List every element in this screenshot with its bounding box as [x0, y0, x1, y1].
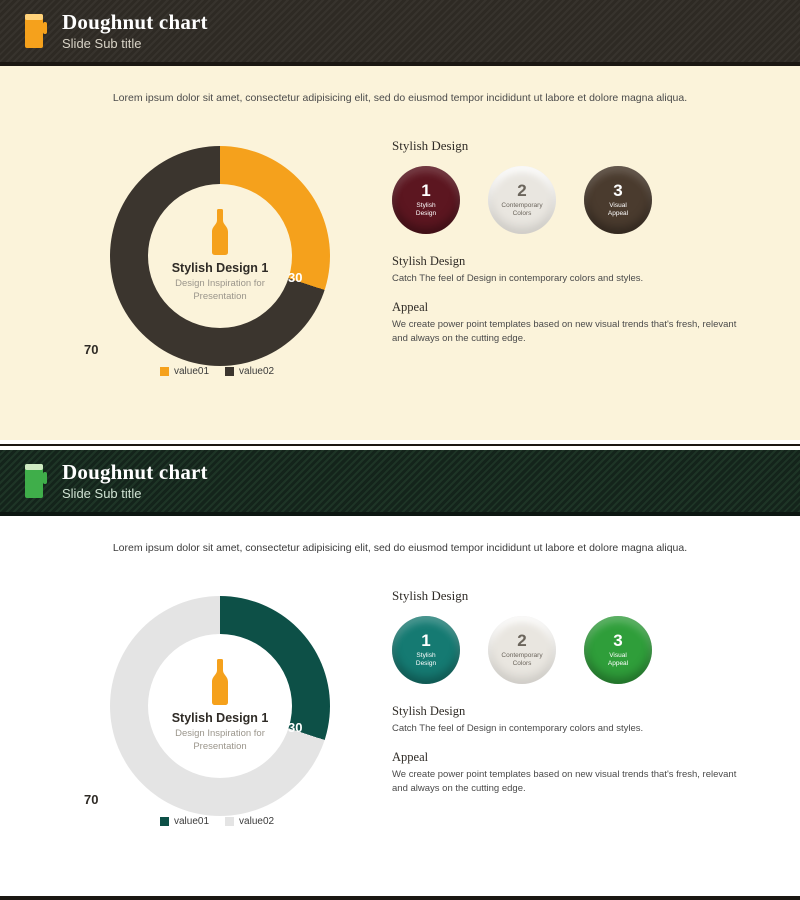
step-circle-3-caption-2: Appeal — [607, 660, 629, 667]
slide-1-section-design-body: Catch The feel of Design in contemporary colors and styles. — [392, 273, 644, 284]
legend-item-value01 — [160, 816, 209, 827]
step-circle-1-number: 1 — [421, 630, 431, 650]
step-circle-3-caption-1: Visual — [609, 651, 627, 659]
slide-2-section-design-head: Stylish Design — [392, 704, 466, 718]
legend-item-value01 — [160, 366, 209, 377]
step-circle-3-number: 3 — [613, 180, 623, 200]
legend-swatch-value01 — [160, 367, 169, 376]
slide-1-section-appeal-body: We create power point templates based on new visual trends that's fresh, relevant and always on the cutting edge. — [392, 318, 737, 344]
legend-swatch-value01 — [160, 817, 169, 826]
step-circle-3-number: 3 — [613, 630, 623, 650]
step-circle-2[interactable] — [488, 166, 556, 234]
beer-glass-icon — [22, 462, 48, 500]
legend-item-value02 — [225, 366, 274, 377]
donut-center-sub-2: Presentation — [193, 740, 247, 752]
slide-1 — [0, 0, 800, 440]
slide-divider — [0, 444, 800, 446]
step-circle-1[interactable] — [392, 616, 460, 684]
step-circle-2-caption-2: Colors — [512, 210, 532, 217]
donut-center-title: Stylish Design 1 — [171, 260, 269, 275]
slide-2-header — [0, 450, 800, 512]
donut-center-label — [110, 596, 330, 816]
donut-center-label — [110, 146, 330, 366]
slide-2-subtitle: Slide Sub title — [62, 486, 142, 501]
slide-2-title: Doughnut chart — [62, 460, 208, 484]
slide-1-subtitle: Slide Sub title — [62, 36, 142, 51]
legend-label-value02: value02 — [239, 816, 275, 827]
legend-label-value01: value01 — [174, 816, 210, 827]
step-circle-3-caption-1: Visual — [609, 201, 627, 209]
slide-2-section-appeal-body: We create power point templates based on new visual trends that's fresh, relevant and always on the cutting edge. — [392, 768, 737, 794]
slide-1-section-appeal-head: Appeal — [392, 299, 429, 314]
beer-bottle-icon — [209, 209, 231, 255]
slide-1-legend — [160, 366, 274, 377]
slide-1-section-design-head: Stylish Design — [392, 254, 466, 268]
step-circle-1-caption-1: Stylish — [416, 651, 436, 659]
slide-2-lead-text: Lorem ipsum dolor sit amet, consectetur adipisicing elit, sed do eiusmod tempor incididunt ut labore et dolore magna aliqua. — [112, 542, 688, 554]
donut-center-sub-2: Presentation — [193, 290, 247, 302]
deck-footer-rule — [0, 896, 800, 900]
step-circle-1-caption-1: Stylish — [416, 201, 436, 209]
slide-2-step-circles — [392, 616, 752, 684]
step-circle-1[interactable] — [392, 166, 460, 234]
slide-1-donut-chart — [84, 146, 350, 386]
slide-2-right-heading: Stylish Design — [392, 588, 469, 603]
donut-center-title: Stylish Design 1 — [171, 710, 269, 725]
donut-center-sub-1: Design Inspiration for — [175, 277, 265, 289]
slide-2-section-design — [392, 704, 752, 736]
step-circle-1-number: 1 — [421, 180, 431, 200]
slide-2 — [0, 450, 800, 900]
slide-1-lead-text: Lorem ipsum dolor sit amet, consectetur adipisicing elit, sed do eiusmod tempor incididunt ut labore et dolore magna aliqua. — [112, 92, 688, 104]
step-circle-2-caption-1: Contemporary — [501, 651, 543, 659]
step-circle-2[interactable] — [488, 616, 556, 684]
step-circle-2-number: 2 — [517, 630, 527, 650]
slide-2-section-appeal — [392, 750, 752, 796]
slide-1-section-appeal — [392, 300, 752, 346]
slide-1-header — [0, 0, 800, 62]
donut-center-sub-1: Design Inspiration for — [175, 727, 265, 739]
donut-value-30: 30 — [288, 270, 303, 285]
step-circle-2-number: 2 — [517, 180, 527, 200]
legend-label-value02: value02 — [239, 366, 275, 377]
slide-1-title: Doughnut chart — [62, 10, 208, 34]
legend-swatch-value02 — [225, 817, 234, 826]
step-circle-1-caption-2: Design — [415, 210, 437, 217]
legend-swatch-value02 — [225, 367, 234, 376]
slide-1-section-design — [392, 254, 752, 286]
donut-value-70: 70 — [84, 342, 99, 357]
donut-value-70: 70 — [84, 792, 99, 807]
step-circle-3[interactable] — [584, 616, 652, 684]
step-circle-3[interactable] — [584, 166, 652, 234]
slide-1-right-column — [392, 138, 752, 359]
step-circle-2-caption-2: Colors — [512, 660, 532, 667]
donut-ring — [110, 596, 330, 816]
legend-label-value01: value01 — [174, 366, 210, 377]
slide-2-legend — [160, 816, 274, 827]
donut-value-30: 30 — [288, 720, 303, 735]
slide-1-step-circles — [392, 166, 752, 234]
slide-1-body — [0, 66, 800, 440]
slide-1-right-heading: Stylish Design — [392, 138, 469, 153]
beer-bottle-icon — [209, 659, 231, 705]
slide-2-section-design-body: Catch The feel of Design in contemporary colors and styles. — [392, 723, 644, 734]
step-circle-1-caption-2: Design — [415, 660, 437, 667]
step-circle-2-caption-1: Contemporary — [501, 201, 543, 209]
beer-glass-icon — [22, 12, 48, 50]
donut-ring — [110, 146, 330, 366]
slide-2-donut-chart — [84, 596, 350, 836]
legend-item-value02 — [225, 816, 274, 827]
step-circle-3-caption-2: Appeal — [607, 210, 629, 217]
slide-2-body — [0, 516, 800, 900]
slide-2-right-column — [392, 588, 752, 809]
slide-2-section-appeal-head: Appeal — [392, 749, 429, 764]
